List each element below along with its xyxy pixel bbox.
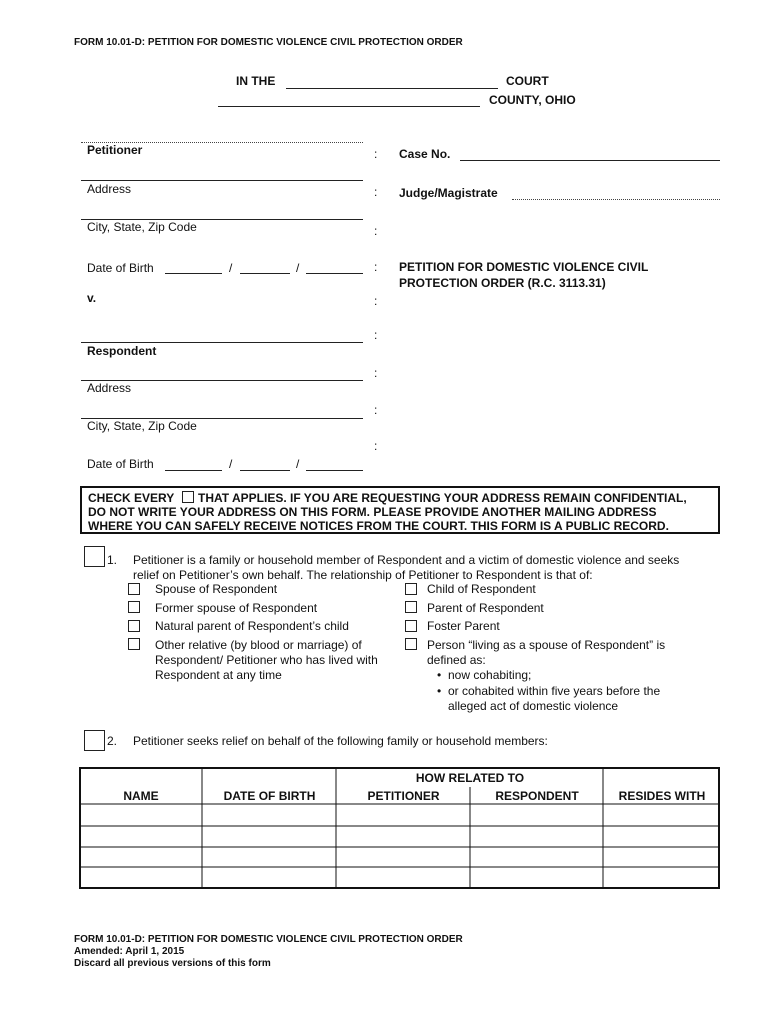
- caption-colon: :: [374, 328, 378, 342]
- petitioner-address-label: Address: [87, 182, 132, 196]
- table-row-2-petitioner[interactable]: [337, 827, 470, 847]
- caption-colon: :: [374, 147, 378, 161]
- option-spouse: Spouse of Respondent: [155, 582, 278, 596]
- table-row-2-respondent[interactable]: [471, 827, 603, 847]
- caption-colon: :: [374, 224, 378, 238]
- caption-colon: :: [374, 185, 378, 199]
- option-other-relative-2: Respondent/ Petitioner who has lived with: [155, 653, 378, 667]
- petitioner-label: Petitioner: [87, 143, 143, 157]
- caption-colon: :: [374, 260, 378, 274]
- respondent-dob-month[interactable]: [165, 470, 222, 471]
- petitioner-dob-day[interactable]: [240, 273, 290, 274]
- bullet-text-2a: or cohabited within five years before the: [448, 684, 661, 698]
- bullet-text-2b: alleged act of domestic violence: [448, 699, 619, 713]
- child-checkbox[interactable]: [405, 583, 417, 595]
- item-1-text-2: relief on Petitioner’s own behalf. The relationship of Petitioner to Respondent is that of:: [133, 568, 593, 582]
- col-petitioner-header: PETITIONER: [367, 789, 440, 803]
- respondent-address-label: Address: [87, 381, 132, 395]
- respondent-dob-label: Date of Birth: [87, 457, 154, 471]
- in-the-label: IN THE: [236, 74, 276, 88]
- notice-line-1b: THAT APPLIES. IF YOU ARE REQUESTING YOUR ADDRESS REMAIN CONFIDENTIAL,: [198, 491, 687, 505]
- table-row-3-resides[interactable]: [604, 848, 720, 867]
- petitioner-dob-year[interactable]: [306, 273, 363, 274]
- footer-discard: Discard all previous versions of this form: [74, 958, 271, 969]
- county-name-line[interactable]: [218, 106, 480, 107]
- table-row-2-dob[interactable]: [203, 827, 336, 847]
- respondent-line[interactable]: [81, 342, 363, 343]
- item-2-checkbox[interactable]: [84, 730, 105, 751]
- case-no-label: Case No.: [399, 147, 451, 161]
- table-row-2-name[interactable]: [80, 827, 202, 847]
- notice-line-2: DO NOT WRITE YOUR ADDRESS ON THIS FORM. PLEASE PROVIDE ANOTHER MAILING ADDRESS: [88, 505, 657, 519]
- table-row-1-name[interactable]: [80, 805, 202, 825]
- bullet-text-1: now cohabiting;: [448, 668, 532, 682]
- item-2-number: 2.: [107, 734, 118, 748]
- caption-colon: :: [374, 439, 378, 453]
- col-dob-header: DATE OF BIRTH: [223, 789, 316, 803]
- table-row-1-petitioner[interactable]: [337, 805, 470, 825]
- item-1-checkbox[interactable]: [84, 546, 105, 567]
- respondent-dob-year[interactable]: [306, 470, 363, 471]
- petitioner-dob-label: Date of Birth: [87, 261, 154, 275]
- petitioner-city-label: City, State, Zip Code: [87, 220, 197, 234]
- option-parent: Parent of Respondent: [427, 601, 544, 615]
- court-name-line[interactable]: [286, 88, 498, 89]
- footer-form-title: FORM 10.01-D: PETITION FOR DOMESTIC VIOLENCE CIVIL PROTECTION ORDER: [74, 934, 463, 945]
- option-other-relative-3: Respondent at any time: [155, 668, 282, 682]
- notice-line-3: WHERE YOU CAN SAFELY RECEIVE NOTICES FROM THE COURT. THIS FORM IS A PUBLIC RECORD.: [88, 519, 669, 533]
- respondent-label: Respondent: [87, 344, 157, 358]
- notice-checkbox-icon: [182, 491, 194, 503]
- dob-slash: /: [229, 261, 233, 275]
- col-resides-header: RESIDES WITH: [618, 789, 706, 803]
- table-row-3-respondent[interactable]: [471, 848, 603, 867]
- option-natural-parent: Natural parent of Respondent’s child: [155, 619, 349, 633]
- form-title: FORM 10.01-D: PETITION FOR DOMESTIC VIOLENCE CIVIL PROTECTION ORDER: [74, 37, 463, 48]
- option-other-relative-1: Other relative (by blood or marriage) of: [155, 638, 362, 652]
- table-row-3-dob[interactable]: [203, 848, 336, 867]
- option-foster-parent: Foster Parent: [427, 619, 500, 633]
- judge-line[interactable]: [512, 199, 720, 200]
- col-name-header: NAME: [123, 789, 159, 803]
- table-row-4-resides[interactable]: [604, 868, 720, 887]
- versus-label: v.: [87, 291, 97, 305]
- item-2-text: Petitioner seeks relief on behalf of the following family or household members:: [133, 734, 548, 748]
- table-row-1-respondent[interactable]: [471, 805, 603, 825]
- petitioner-address-line[interactable]: [81, 180, 363, 181]
- item-1-text-1: Petitioner is a family or household member of Respondent and a victim of domestic violence and seeks: [133, 553, 680, 567]
- item-1-number: 1.: [107, 553, 118, 567]
- petition-title-line-2: PROTECTION ORDER (R.C. 3113.31): [399, 276, 606, 290]
- bullet-icon: •: [437, 668, 442, 682]
- dob-slash: /: [296, 261, 300, 275]
- dob-slash: /: [296, 457, 300, 471]
- table-row-4-petitioner[interactable]: [337, 868, 470, 887]
- bullet-icon: •: [437, 684, 442, 698]
- table-row-1-resides[interactable]: [604, 805, 720, 825]
- caption-colon: :: [374, 403, 378, 417]
- court-label: COURT: [506, 74, 549, 88]
- option-person-living-1: Person “living as a spouse of Respondent” is: [427, 638, 666, 652]
- option-child: Child of Respondent: [427, 582, 536, 596]
- caption-colon: :: [374, 366, 378, 380]
- dob-slash: /: [229, 457, 233, 471]
- respondent-dob-day[interactable]: [240, 470, 290, 471]
- judge-label: Judge/Magistrate: [399, 186, 498, 200]
- table-row-3-name[interactable]: [80, 848, 202, 867]
- col-respondent-header: RESPONDENT: [495, 789, 579, 803]
- table-row-3-petitioner[interactable]: [337, 848, 470, 867]
- natural-parent-checkbox[interactable]: [128, 620, 140, 632]
- col-related-header: HOW RELATED TO: [415, 771, 525, 785]
- case-no-line[interactable]: [460, 160, 720, 161]
- person-living-checkbox[interactable]: [405, 638, 417, 650]
- option-former-spouse: Former spouse of Respondent: [155, 601, 318, 615]
- table-row-2-resides[interactable]: [604, 827, 720, 847]
- parent-checkbox[interactable]: [405, 601, 417, 613]
- confidentiality-notice: [80, 486, 720, 534]
- table-row-1-dob[interactable]: [203, 805, 336, 825]
- notice-line-1a: CHECK EVERY: [88, 491, 175, 505]
- table-row-4-respondent[interactable]: [471, 868, 603, 887]
- other-relative-checkbox[interactable]: [128, 638, 140, 650]
- county-label: COUNTY, OHIO: [489, 93, 576, 107]
- former-spouse-checkbox[interactable]: [128, 601, 140, 613]
- footer-amended: Amended: April 1, 2015: [74, 946, 185, 957]
- option-person-living-2: defined as:: [427, 653, 486, 667]
- table-row-4-dob[interactable]: [203, 868, 336, 887]
- petitioner-dob-month[interactable]: [165, 273, 222, 274]
- respondent-city-label: City, State, Zip Code: [87, 419, 197, 433]
- table-row-4-name[interactable]: [80, 868, 202, 887]
- spouse-checkbox[interactable]: [128, 583, 140, 595]
- caption-colon: :: [374, 294, 378, 308]
- foster-parent-checkbox[interactable]: [405, 620, 417, 632]
- petition-title-line-1: PETITION FOR DOMESTIC VIOLENCE CIVIL: [399, 260, 649, 274]
